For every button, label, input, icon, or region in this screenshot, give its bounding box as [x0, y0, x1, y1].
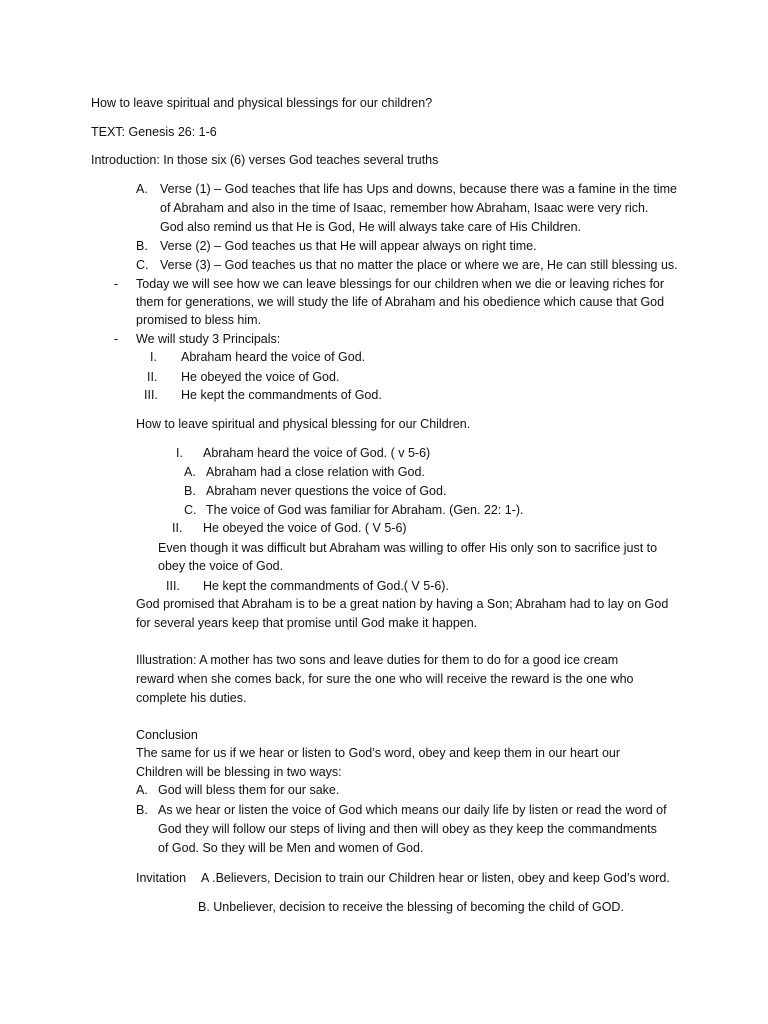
body-text: The same for us if we hear or listen to God’s word, obey and keep them in our heart our: [136, 746, 621, 760]
list-item-text: Abraham heard the voice of God.: [181, 350, 366, 364]
list-item-text: Verse (3) – God teaches us that no matter the place or where we are, He can still blessing us.: [160, 258, 678, 272]
list-item-text: The voice of God was familiar for Abraham. (Gen. 22: 1-).: [206, 503, 524, 517]
list-marker: I.: [150, 350, 157, 364]
document-title: How to leave spiritual and physical blessings for our children?: [91, 96, 433, 110]
list-item-text: promised to bless him.: [136, 313, 262, 327]
list-item-text: Verse (1) – God teaches that life has Ups and downs, because there was a famine in the time: [160, 182, 677, 196]
introduction-line: Introduction: In those six (6) verses God teaches several truths: [91, 153, 439, 167]
list-marker: B.: [136, 239, 148, 253]
list-item-text: He kept the commandments of God.( V 5-6).: [203, 579, 449, 593]
list-item-text: them for generations, we will study the life of Abraham and his obedience which cause that God: [136, 295, 665, 309]
invitation-believers: A .Believers, Decision to train our Children hear or listen, obey and keep God’s word.: [201, 871, 670, 885]
invitation-unbeliever: B. Unbeliever, decision to receive the blessing of becoming the child of GOD.: [198, 900, 624, 914]
list-item-text: God will bless them for our sake.: [158, 783, 340, 797]
list-item-text: of God. So they will be Men and women of God.: [158, 841, 424, 855]
list-marker: B.: [136, 803, 148, 817]
illustration-text: Illustration: A mother has two sons and leave duties for them to do for a good ice cream: [136, 653, 619, 667]
list-marker: II.: [172, 521, 183, 535]
list-marker: III.: [166, 579, 180, 593]
scripture-reference: TEXT: Genesis 26: 1-6: [91, 125, 217, 139]
list-marker: B.: [184, 484, 196, 498]
body-text: Even though it was difficult but Abraham was willing to offer His only son to sacrifice just to: [158, 541, 658, 555]
body-text: Children will be blessing in two ways:: [136, 765, 342, 779]
list-item-text: He kept the commandments of God.: [181, 388, 382, 402]
body-text: God promised that Abraham is to be a great nation by having a Son; Abraham had to lay on God: [136, 597, 669, 611]
list-item-text: Abraham never questions the voice of God.: [206, 484, 447, 498]
illustration-text: reward when she comes back, for sure the one who will receive the reward is the one who: [136, 672, 634, 686]
conclusion-heading: Conclusion: [136, 728, 198, 742]
list-item-text: As we hear or listen the voice of God which means our daily life by listen or read the word of: [158, 803, 667, 817]
invitation-label: Invitation: [136, 871, 187, 885]
list-marker: III.: [144, 388, 158, 402]
list-item-text: We will study 3 Principals:: [136, 332, 281, 346]
list-item-text: He obeyed the voice of God. ( V 5-6): [203, 521, 407, 535]
list-marker: -: [114, 332, 119, 346]
list-item-text: God they will follow our steps of living and then will obey as they keep the commandments: [158, 822, 657, 836]
list-marker: A.: [184, 465, 196, 479]
list-item-text: Abraham heard the voice of God. ( v 5-6): [203, 446, 431, 460]
illustration-text: complete his duties.: [136, 691, 247, 705]
list-item-text: Verse (2) – God teaches us that He will appear always on right time.: [160, 239, 537, 253]
list-marker: C.: [136, 258, 149, 272]
list-marker: II.: [147, 370, 158, 384]
body-text: obey the voice of God.: [158, 559, 284, 573]
list-item-text: Today we will see how we can leave blessings for our children when we die or leaving riches for: [136, 277, 665, 291]
list-item-text: God also remind us that He is God, He will always take care of His Children.: [160, 220, 582, 234]
list-item-text: of Abraham and also in the time of Isaac, remember how Abraham, Isaac were very rich.: [160, 201, 649, 215]
list-marker: A.: [136, 182, 148, 196]
list-marker: I.: [176, 446, 183, 460]
list-marker: -: [114, 277, 119, 291]
list-marker: C.: [184, 503, 197, 517]
body-text: for several years keep that promise until God make it happen.: [136, 616, 478, 630]
list-marker: A.: [136, 783, 148, 797]
section-heading: How to leave spiritual and physical blessing for our Children.: [136, 417, 471, 431]
list-item-text: He obeyed the voice of God.: [181, 370, 340, 384]
list-item-text: Abraham had a close relation with God.: [206, 465, 425, 479]
